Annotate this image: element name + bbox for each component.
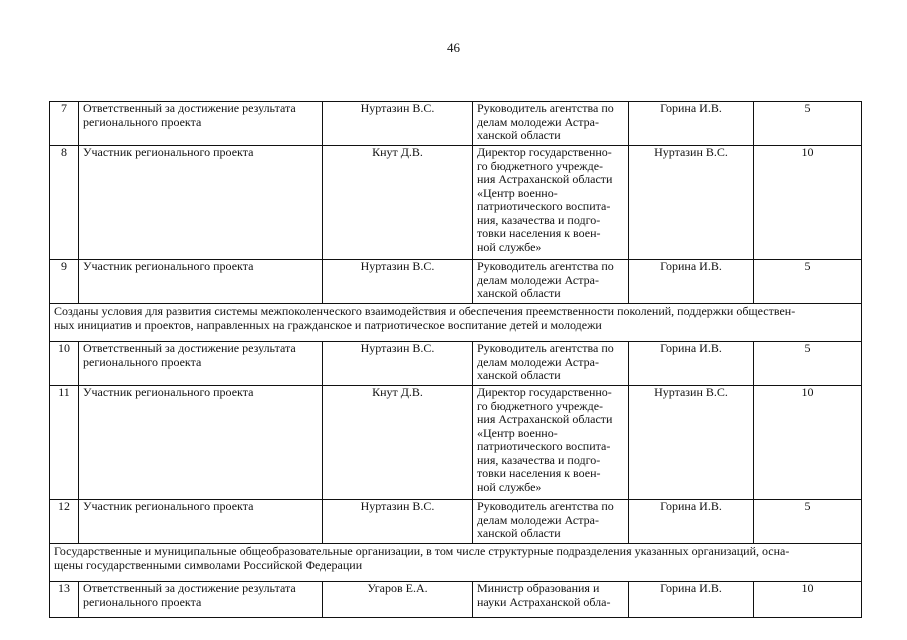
project-role: Участник регионального проекта: [83, 385, 254, 399]
project-role-cell: [79, 582, 323, 618]
person-name-cell: [323, 102, 473, 146]
project-role: Ответственный за достижение результата регионального проекта: [83, 581, 296, 609]
job-position-cell: [473, 102, 629, 146]
supervisor-name-cell: [629, 146, 754, 260]
job-position: Министр образования и науки Астраханской обла-: [477, 581, 611, 609]
supervisor-name: Горина И.В.: [660, 581, 722, 595]
workload-percent-cell: [754, 146, 862, 260]
project-role-cell: [79, 386, 323, 500]
job-position: Директор государственно- го бюджетного учрежде- ния Астраханской области «Центр военно- патриотического воспита- ния, казачества и подго- товки населения к воен- ной службе»: [477, 385, 613, 494]
person-name-cell: [323, 386, 473, 500]
job-position: Директор государственно- го бюджетного учрежде- ния Астраханской области «Центр военно- патриотического воспита- ния, казачества и подго- товки населения к воен- ной службе»: [477, 145, 613, 254]
row-number-cell: [50, 386, 79, 500]
row-number: 8: [61, 145, 67, 159]
row-number: 9: [61, 259, 67, 273]
supervisor-name: Нуртазин В.С.: [654, 145, 728, 159]
workload-percent: 5: [804, 101, 811, 115]
result-section-text: [50, 304, 862, 342]
workload-percent: 10: [801, 145, 814, 159]
row-number-cell: [50, 146, 79, 260]
workload-percent-cell: [754, 260, 862, 304]
job-position: Руководитель агентства по делам молодежи Астра- ханской области: [477, 341, 614, 382]
supervisor-name-cell: [629, 386, 754, 500]
project-role-cell: [79, 342, 323, 386]
result-section-text: [50, 544, 862, 582]
project-role: Участник регионального проекта: [83, 145, 254, 159]
row-number-cell: [50, 582, 79, 618]
table-row: [50, 582, 862, 618]
project-role-cell: [79, 500, 323, 544]
workload-percent: 5: [804, 259, 811, 273]
person-name: Нуртазин В.С.: [360, 341, 435, 355]
page-number: 46: [447, 40, 460, 55]
person-name: Нуртазин В.С.: [360, 499, 435, 513]
person-name: Кнут Д.В.: [372, 145, 423, 159]
project-role: Участник регионального проекта: [83, 259, 254, 273]
project-role: Участник регионального проекта: [83, 499, 254, 513]
supervisor-name: Горина И.В.: [660, 499, 722, 513]
table-row: [50, 386, 862, 500]
project-role: Ответственный за достижение результата регионального проекта: [83, 101, 296, 129]
supervisor-name-cell: [629, 582, 754, 618]
supervisor-name-cell: [629, 102, 754, 146]
job-position-cell: [473, 386, 629, 500]
table-row: [50, 102, 862, 146]
job-position: Руководитель агентства по делам молодежи Астра- ханской области: [477, 259, 614, 300]
row-number: 13: [58, 581, 70, 595]
workload-percent-cell: [754, 500, 862, 544]
workload-percent: 5: [804, 499, 811, 513]
person-name: Нуртазин В.С.: [360, 259, 435, 273]
supervisor-name: Горина И.В.: [660, 341, 722, 355]
person-name-cell: [323, 146, 473, 260]
supervisor-name: Нуртазин В.С.: [654, 385, 728, 399]
person-name: Кнут Д.В.: [372, 385, 423, 399]
workload-percent-cell: [754, 342, 862, 386]
person-name-cell: [323, 500, 473, 544]
supervisor-name: Горина И.В.: [660, 101, 722, 115]
job-position-cell: [473, 582, 629, 618]
workload-percent-cell: [754, 386, 862, 500]
job-position: Руководитель агентства по делам молодежи Астра- ханской области: [477, 499, 614, 540]
workload-percent: 10: [801, 581, 814, 595]
workload-percent: 5: [804, 341, 811, 355]
section-text: Государственные и муниципальные общеобразовательные организации, в том числе структурные подразделения указанных организаций, осна- щены государственными символами Российской Федерации: [54, 544, 790, 572]
row-number: 7: [61, 101, 67, 115]
row-number: 11: [58, 385, 70, 399]
person-name-cell: [323, 582, 473, 618]
table-row: [50, 146, 862, 260]
section-heading-row: [50, 304, 862, 342]
person-name: Угаров Е.А.: [367, 581, 428, 595]
table-row: [50, 342, 862, 386]
job-position-cell: [473, 260, 629, 304]
project-participants-table: [49, 101, 862, 618]
person-name-cell: [323, 342, 473, 386]
table-body: [50, 102, 862, 618]
supervisor-name-cell: [629, 260, 754, 304]
row-number-cell: [50, 102, 79, 146]
supervisor-name: Горина И.В.: [660, 259, 722, 273]
supervisor-name-cell: [629, 342, 754, 386]
job-position: Руководитель агентства по делам молодежи Астра- ханской области: [477, 101, 614, 142]
row-number-cell: [50, 500, 79, 544]
section-text: Созданы условия для развития системы межпоколенческого взаимодействия и обеспечения преемственности поколений, поддержки обществен- ных инициатив и проектов, направленных на гражданское и патриотическое воспитание детей и молодежи: [54, 304, 796, 332]
job-position-cell: [473, 342, 629, 386]
supervisor-name-cell: [629, 500, 754, 544]
table-row: [50, 500, 862, 544]
row-number: 10: [58, 341, 70, 355]
table-row: [50, 260, 862, 304]
section-heading-row: [50, 544, 862, 582]
job-position-cell: [473, 500, 629, 544]
person-name: Нуртазин В.С.: [360, 101, 435, 115]
row-number: 12: [58, 499, 70, 513]
project-role-cell: [79, 260, 323, 304]
project-role-cell: [79, 102, 323, 146]
project-role-cell: [79, 146, 323, 260]
person-name-cell: [323, 260, 473, 304]
workload-percent-cell: [754, 102, 862, 146]
workload-percent: 10: [801, 385, 814, 399]
row-number-cell: [50, 260, 79, 304]
workload-percent-cell: [754, 582, 862, 618]
row-number-cell: [50, 342, 79, 386]
project-role: Ответственный за достижение результата регионального проекта: [83, 341, 296, 369]
job-position-cell: [473, 146, 629, 260]
